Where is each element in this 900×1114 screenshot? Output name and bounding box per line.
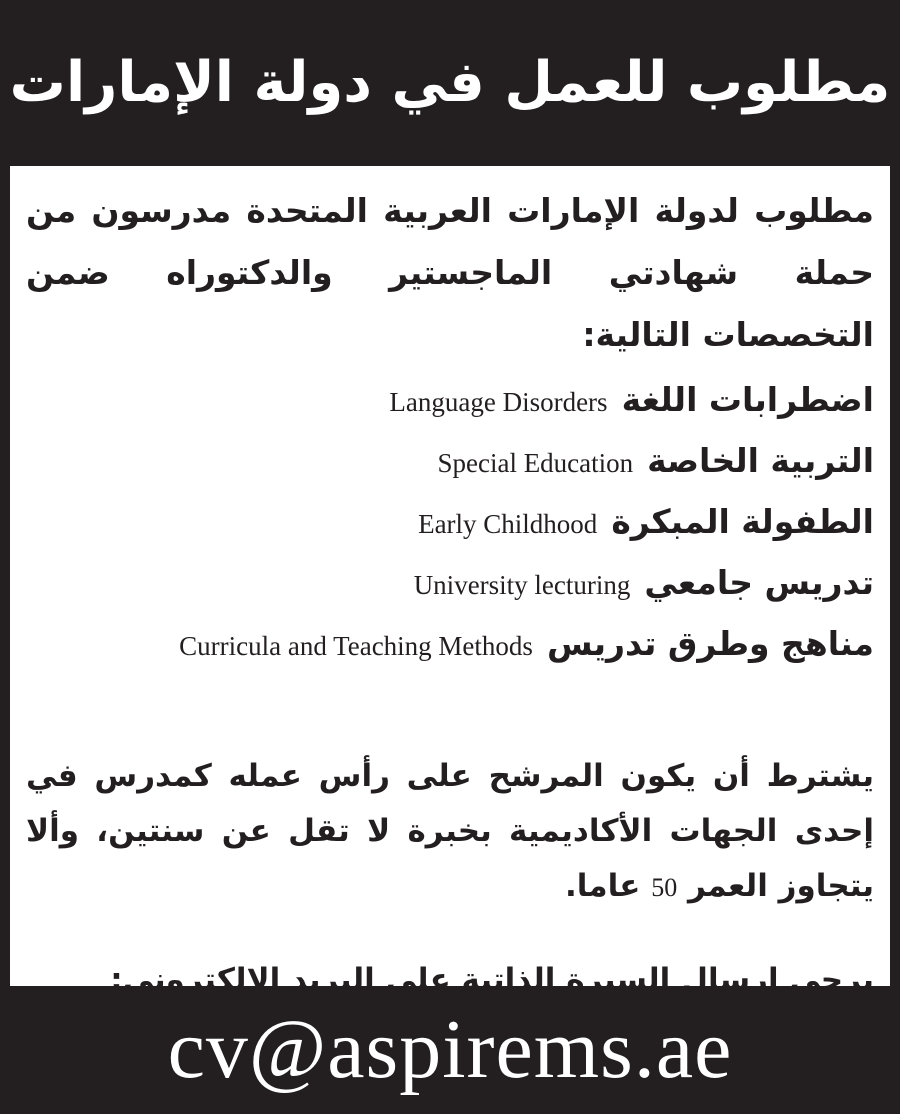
specialization-arabic: التربية الخاصة	[647, 441, 874, 480]
specialization-english: University lecturing	[413, 570, 631, 600]
specialization-english: Special Education	[437, 448, 634, 478]
conditions-paragraph	[26, 749, 874, 915]
specialization-english: Curricula and Teaching Methods	[179, 631, 533, 661]
footer-banner	[0, 986, 900, 1114]
intro-paragraph: مطلوب لدولة الإمارات العربية المتحدة مدرسون من حملة شهادتي الماجستير والدكتوراه ضمن التخصصات التالية:	[26, 191, 874, 354]
conditions-end: عاما.	[564, 868, 641, 904]
list-item	[26, 441, 874, 502]
list-item	[26, 380, 874, 441]
age-limit: 50	[651, 873, 678, 902]
list-item	[26, 502, 874, 563]
header-banner	[0, 0, 900, 166]
list-item	[26, 624, 874, 685]
page-title: مطلوب للعمل في دولة الإمارات	[9, 50, 891, 115]
send-cv-instruction: يرجى إرسال السيرة الذاتية على البريد الإلكتروني:	[110, 962, 874, 998]
specialization-arabic: اضطرابات اللغة	[621, 380, 874, 419]
email-link[interactable]: cv@aspirems.ae	[167, 1003, 733, 1096]
content-panel	[10, 166, 890, 998]
specialization-arabic: تدريس جامعي	[644, 563, 874, 602]
list-item	[26, 563, 874, 624]
specialization-arabic: الطفولة المبكرة	[611, 502, 874, 541]
specialization-arabic: مناهج وطرق تدريس	[546, 624, 874, 663]
specialization-english: Language Disorders	[389, 387, 608, 417]
conditions-text: يشترط أن يكون المرشح على رأس عمله كمدرس في إحدى الجهات الأكاديمية بخبرة لا تقل عن سنتين، وألا يتجاوز العمر	[26, 758, 874, 904]
specialization-english: Early Childhood	[418, 509, 598, 539]
specializations-list	[26, 380, 874, 685]
